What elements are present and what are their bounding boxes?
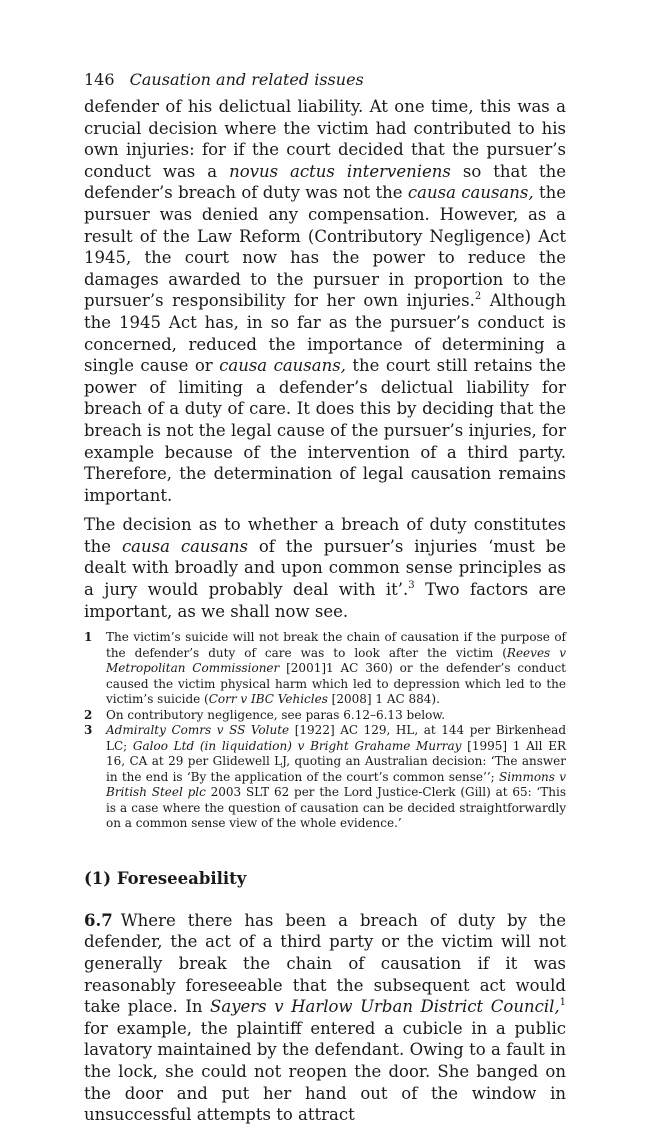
italic-text: Admiralty Comrs v SS Volute [106, 723, 290, 738]
italic-text: Sayers v Harlow Urban District Council, [210, 997, 560, 1017]
footnote [84, 723, 566, 832]
text-run: The decision as to whether a breach of duty constitutes the [84, 515, 566, 556]
italic-text: causa causans, [219, 356, 346, 376]
text-run: the pursuer was denied any compensation. However, as a result of the Law Reform (Contributory Negligence) Act 1945, the court now has the power to reduce the damages awarded to the pursuer in proportion to the pursuer’s responsibility for her own injuries. [84, 183, 566, 311]
footnote-ref: 1 [559, 996, 566, 1008]
text-run: the court still retains the power of limiting a defender’s delictual liability for breach of a duty of care. It does this by deciding that the breach is not the legal cause of the pursuer’s injuries, for example because of the intervention of a third party. Therefore, the determination of legal causation remains important. [84, 356, 567, 505]
text-run: so that the defender’s breach of duty was not the [84, 161, 566, 203]
italic-text: Corr v IBC Vehicles [208, 692, 328, 707]
text-run: Where there has been a breach of duty by the defender, the act of a third party or the victim will not generally break the chain of causation if it was reasonably foreseeable that the subsequent act would take place. In [84, 910, 566, 1017]
text-run: [1995] 1 All ER 16, CA at 29 per Glidewell LJ, quoting an Australian decision: ‘The answer in the end is ‘By the application of the court’s common sense’’; [106, 738, 566, 784]
italic-text: Simmons v British Steel plc [106, 769, 566, 800]
footnotes [84, 630, 566, 832]
text-run: [2008] 1 AC 884). [327, 692, 440, 707]
text-run: Two factors are important, as we shall now see. [84, 580, 566, 621]
text-run: [2001]1 AC 360) or the defender’s conduct caused the victim physical harm which led to depression which led to the victim’s suicide ( [106, 661, 566, 707]
text-run: On contributory negligence, see paras 6.12–6.13 below. [106, 707, 446, 722]
text-run: of the pursuer’s injuries ‘must be dealt with broadly and upon common sense principles as a jury would probably deal with it’. [84, 536, 566, 600]
running-title: Causation and related issues [129, 70, 364, 89]
italic-text: causa causans [121, 536, 248, 556]
footnote-number: 2 [84, 707, 93, 722]
italic-text: causa causans, [407, 183, 534, 203]
footnote-ref: 2 [474, 290, 482, 302]
body-paragraph-2 [84, 514, 566, 622]
footnote-number: 1 [84, 630, 93, 645]
footnote-text [106, 630, 566, 708]
italic-text: novus actus interveniens [229, 161, 451, 181]
text-run: 2003 SLT 62 per the Lord Justice-Clerk (Gill) at 65: ‘This is a case where the question of causation can be decided straightforwardly on a common sense view of the whole evidence.’ [106, 785, 566, 831]
body-paragraph-1 [84, 96, 566, 506]
text-run: The victim’s suicide will not break the chain of causation if the purpose of the defender’s duty of care was to look after the victim ( [106, 630, 566, 660]
paragraph-number: 6.7 [84, 910, 113, 930]
italic-text: Galoo Ltd (in liquidation) v Bright Grahame Murray [132, 738, 462, 753]
footnote [84, 630, 566, 708]
footnote-text [106, 723, 566, 832]
body-paragraph-3 [84, 910, 566, 1126]
page-number: 146 [84, 70, 115, 89]
section-heading: (1) Foreseeability [84, 868, 247, 888]
footnote [84, 708, 566, 724]
footnote-text [106, 708, 566, 724]
text-run: defender of his delictual liability. At one time, this was a crucial decision where the victim had contributed to his own injuries: for if the court decided that the pursuer’s conduct was a [84, 97, 566, 181]
text-run: for example, the plaintiff entered a cubicle in a public lavatory maintained by the defendant. Owing to a fault in the lock, she could not reopen the door. She banged on the door and put her hand out of the window in unsuccessful attempts to attract [84, 1018, 566, 1125]
text-run: [1922] AC 129, HL, at 144 per Birkenhead LC; [106, 723, 567, 753]
text-run: Although the 1945 Act has, in so far as the pursuer’s conduct is concerned, reduced the importance of determining a single cause or [84, 291, 566, 376]
italic-text: Reeves v Metropolitan Commissioner [106, 645, 566, 676]
paragraph-text [84, 911, 566, 1124]
running-header [84, 70, 566, 90]
footnote-number: 3 [84, 723, 93, 738]
footnote-ref: 3 [408, 579, 415, 591]
